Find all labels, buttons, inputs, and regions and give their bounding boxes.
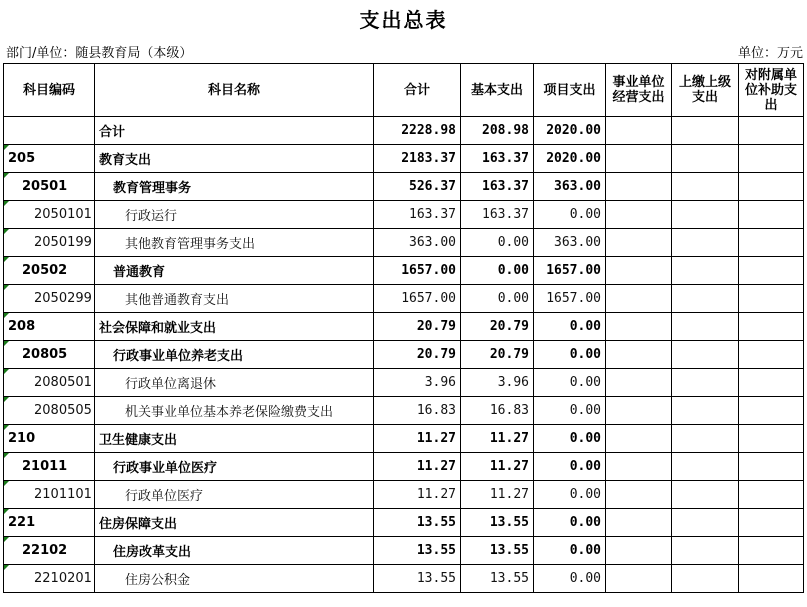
- cell-basic: 3.96: [461, 369, 534, 397]
- cell-code: 221: [4, 509, 95, 537]
- cell-code: 2210201: [4, 565, 95, 593]
- cell-total: 20.79: [374, 313, 461, 341]
- cell-project: 0.00: [534, 453, 606, 481]
- cell-superior: [672, 257, 739, 285]
- table-row: [4, 117, 804, 145]
- cell-code: 210: [4, 425, 95, 453]
- cell-superior: [672, 313, 739, 341]
- cell-business: [606, 397, 672, 425]
- cell-project: 0.00: [534, 369, 606, 397]
- header-basic: 基本支出: [461, 64, 534, 117]
- cell-basic: 163.37: [461, 173, 534, 201]
- cell-basic: 16.83: [461, 397, 534, 425]
- cell-business: [606, 285, 672, 313]
- cell-superior: [672, 173, 739, 201]
- cell-subsidy: [739, 229, 804, 257]
- cell-superior: [672, 117, 739, 145]
- cell-superior: [672, 537, 739, 565]
- cell-business: [606, 453, 672, 481]
- header-project: 项目支出: [534, 64, 606, 117]
- cell-business: [606, 425, 672, 453]
- cell-project: 1657.00: [534, 285, 606, 313]
- cell-superior: [672, 229, 739, 257]
- cell-subsidy: [739, 201, 804, 229]
- cell-business: [606, 565, 672, 593]
- table-row: [4, 341, 804, 369]
- cell-code: 205: [4, 145, 95, 173]
- cell-basic: 13.55: [461, 565, 534, 593]
- table-row: [4, 285, 804, 313]
- cell-business: [606, 481, 672, 509]
- header-row: [4, 64, 804, 117]
- table-row: [4, 537, 804, 565]
- cell-project: 1657.00: [534, 257, 606, 285]
- cell-subsidy: [739, 341, 804, 369]
- cell-business: [606, 145, 672, 173]
- cell-business: [606, 229, 672, 257]
- cell-name: 住房保障支出: [95, 509, 374, 537]
- cell-code: 21011: [4, 453, 95, 481]
- cell-total: 16.83: [374, 397, 461, 425]
- cell-total: 13.55: [374, 565, 461, 593]
- cell-total: 2183.37: [374, 145, 461, 173]
- cell-code: 20502: [4, 257, 95, 285]
- cell-business: [606, 257, 672, 285]
- cell-code: 20501: [4, 173, 95, 201]
- cell-total: 13.55: [374, 509, 461, 537]
- cell-code: 208: [4, 313, 95, 341]
- table-body: [4, 117, 804, 593]
- cell-superior: [672, 201, 739, 229]
- cell-business: [606, 509, 672, 537]
- cell-project: 363.00: [534, 229, 606, 257]
- cell-basic: 11.27: [461, 453, 534, 481]
- cell-project: 0.00: [534, 509, 606, 537]
- header-superior: 上缴上级支出: [672, 64, 739, 117]
- unit-label: 单位：万元: [737, 46, 803, 61]
- cell-code: [4, 117, 95, 145]
- cell-project: 0.00: [534, 481, 606, 509]
- header-subsidy: 对附属单位补助支出: [739, 64, 804, 117]
- cell-basic: 20.79: [461, 313, 534, 341]
- cell-name: 行政事业单位医疗: [95, 453, 374, 481]
- table-row: [4, 397, 804, 425]
- cell-subsidy: [739, 313, 804, 341]
- cell-subsidy: [739, 537, 804, 565]
- cell-name: 普通教育: [95, 257, 374, 285]
- cell-basic: 13.55: [461, 537, 534, 565]
- header-total: 合计: [374, 64, 461, 117]
- cell-name: 行政单位医疗: [95, 481, 374, 509]
- cell-subsidy: [739, 117, 804, 145]
- cell-business: [606, 313, 672, 341]
- cell-name: 教育管理事务: [95, 173, 374, 201]
- cell-basic: 0.00: [461, 257, 534, 285]
- cell-basic: 163.37: [461, 145, 534, 173]
- cell-name: 卫生健康支出: [95, 425, 374, 453]
- cell-total: 526.37: [374, 173, 461, 201]
- cell-project: 0.00: [534, 565, 606, 593]
- cell-project: 0.00: [534, 313, 606, 341]
- cell-total: 13.55: [374, 537, 461, 565]
- cell-name: 行政事业单位养老支出: [95, 341, 374, 369]
- cell-superior: [672, 481, 739, 509]
- cell-project: 0.00: [534, 397, 606, 425]
- cell-total: 11.27: [374, 425, 461, 453]
- cell-subsidy: [739, 565, 804, 593]
- cell-basic: 0.00: [461, 229, 534, 257]
- cell-code: 2080501: [4, 369, 95, 397]
- cell-name: 其他普通教育支出: [95, 285, 374, 313]
- header-business: 事业单位经营支出: [606, 64, 672, 117]
- table-row: [4, 453, 804, 481]
- cell-project: 0.00: [534, 537, 606, 565]
- cell-business: [606, 341, 672, 369]
- cell-total: 2228.98: [374, 117, 461, 145]
- table-row: [4, 173, 804, 201]
- table-row: [4, 229, 804, 257]
- expenditure-table: [3, 63, 804, 593]
- cell-subsidy: [739, 145, 804, 173]
- cell-name: 教育支出: [95, 145, 374, 173]
- cell-superior: [672, 341, 739, 369]
- cell-superior: [672, 397, 739, 425]
- cell-project: 0.00: [534, 341, 606, 369]
- cell-superior: [672, 509, 739, 537]
- cell-total: 1657.00: [374, 257, 461, 285]
- header-name: 科目名称: [95, 64, 374, 117]
- cell-code: 2101101: [4, 481, 95, 509]
- cell-name: 机关事业单位基本养老保险缴费支出: [95, 397, 374, 425]
- cell-superior: [672, 145, 739, 173]
- cell-basic: 208.98: [461, 117, 534, 145]
- cell-name: 合计: [95, 117, 374, 145]
- cell-code: 2080505: [4, 397, 95, 425]
- cell-subsidy: [739, 285, 804, 313]
- table-row: [4, 481, 804, 509]
- cell-code: 22102: [4, 537, 95, 565]
- cell-project: 0.00: [534, 201, 606, 229]
- cell-business: [606, 173, 672, 201]
- table-row: [4, 565, 804, 593]
- cell-basic: 0.00: [461, 285, 534, 313]
- cell-business: [606, 201, 672, 229]
- cell-total: 363.00: [374, 229, 461, 257]
- table-row: [4, 313, 804, 341]
- cell-subsidy: [739, 257, 804, 285]
- cell-total: 20.79: [374, 341, 461, 369]
- cell-business: [606, 369, 672, 397]
- cell-code: 2050101: [4, 201, 95, 229]
- cell-superior: [672, 425, 739, 453]
- cell-superior: [672, 285, 739, 313]
- cell-subsidy: [739, 453, 804, 481]
- cell-total: 3.96: [374, 369, 461, 397]
- table-row: [4, 145, 804, 173]
- table-row: [4, 257, 804, 285]
- cell-basic: 13.55: [461, 509, 534, 537]
- page-title: 支出总表: [359, 8, 448, 32]
- header-code: 科目编码: [4, 64, 95, 117]
- cell-basic: 163.37: [461, 201, 534, 229]
- cell-business: [606, 537, 672, 565]
- cell-subsidy: [739, 369, 804, 397]
- cell-superior: [672, 453, 739, 481]
- cell-name: 行政单位离退休: [95, 369, 374, 397]
- department-label: 部门/单位：随县教育局（本级）: [6, 46, 193, 61]
- cell-project: 2020.00: [534, 117, 606, 145]
- cell-basic: 11.27: [461, 425, 534, 453]
- cell-code: 20805: [4, 341, 95, 369]
- cell-project: 363.00: [534, 173, 606, 201]
- cell-name: 住房改革支出: [95, 537, 374, 565]
- cell-subsidy: [739, 481, 804, 509]
- table-row: [4, 201, 804, 229]
- cell-name: 行政运行: [95, 201, 374, 229]
- table-row: [4, 425, 804, 453]
- table-row: [4, 369, 804, 397]
- cell-superior: [672, 369, 739, 397]
- cell-name: 住房公积金: [95, 565, 374, 593]
- cell-total: 163.37: [374, 201, 461, 229]
- cell-total: 1657.00: [374, 285, 461, 313]
- cell-project: 0.00: [534, 425, 606, 453]
- cell-project: 2020.00: [534, 145, 606, 173]
- cell-subsidy: [739, 425, 804, 453]
- cell-basic: 20.79: [461, 341, 534, 369]
- cell-superior: [672, 565, 739, 593]
- cell-code: 2050199: [4, 229, 95, 257]
- cell-basic: 11.27: [461, 481, 534, 509]
- cell-name: 其他教育管理事务支出: [95, 229, 374, 257]
- table-row: [4, 509, 804, 537]
- cell-subsidy: [739, 509, 804, 537]
- cell-business: [606, 117, 672, 145]
- cell-total: 11.27: [374, 453, 461, 481]
- cell-subsidy: [739, 397, 804, 425]
- cell-name: 社会保障和就业支出: [95, 313, 374, 341]
- cell-total: 11.27: [374, 481, 461, 509]
- cell-subsidy: [739, 173, 804, 201]
- cell-code: 2050299: [4, 285, 95, 313]
